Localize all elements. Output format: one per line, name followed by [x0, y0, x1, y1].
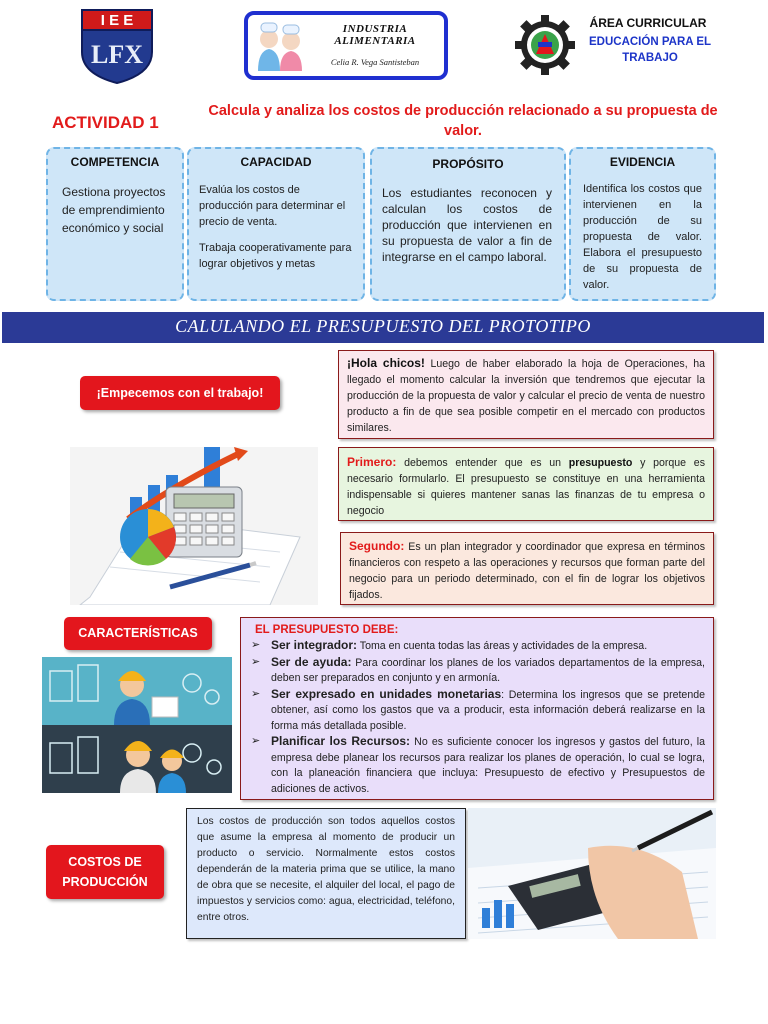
card-heading: CAPACIDAD [240, 155, 312, 169]
card-competencia [46, 147, 184, 301]
budget-heading: EL PRESUPUESTO DEBE: [255, 624, 399, 636]
gear-logo-icon [514, 14, 576, 76]
intro-text: Luego de haber elaborado la hoja de Operaciones, ha llegado el momento calcular la inversión que tendremos que ejecutar la producción de la propuesta de valor y calcular el precio de venta de nuestro producto a fin de que sea posible competir en el mercado con productos similares. [347, 358, 705, 434]
list-item [249, 655, 705, 687]
card-body: Identifica los costos que intervienen en la producción de su propuesta de valor. Elabora el presupuesto de su propuesta de valor. [583, 183, 702, 291]
first-keyword: presupuesto [568, 457, 633, 469]
school-banner [244, 11, 448, 80]
greeting: ¡Hola chicos! [347, 356, 425, 370]
finance-calculator-illustration [70, 447, 318, 605]
chefs-illustration-icon [252, 19, 308, 73]
card-heading: EVIDENCIA [609, 155, 676, 169]
svg-text:I E E: I E E [100, 12, 134, 29]
item-text: No es suficiente conocer los ingresos y gastos del futuro, la empresa debe planear los recursos para realizar los planes de operación, lo cual se logra, con la planeación financiera que incluya: Presupuesto de efectivo y Presupuestos de adiciones de activos. [271, 736, 705, 795]
item-text: Toma en cuenta todas las áreas y actividades de la empresa. [357, 640, 648, 652]
activity-description: Calcula y analiza los costos de producción relacionado a su propuesta de valor. [208, 103, 718, 139]
banner-title: CALULANDO EL PRESUPUESTO DEL PROTOTIPO [175, 316, 591, 336]
card-body: Los estudiantes reconocen y calculan los costos de producción que intervienen en su propuesta de valor a fin de integrarse en el campo laboral. [382, 186, 552, 264]
card-body: Gestiona proyectos de emprendimiento económico y social [62, 185, 166, 235]
costs-button[interactable]: COSTOS DE PRODUCCIÓN [46, 845, 164, 899]
second-box [340, 532, 714, 605]
first-label: Primero: [347, 455, 397, 469]
area-title: ÁREA CURRICULAR [589, 16, 707, 30]
card-heading: COMPETENCIA [70, 155, 160, 169]
first-text-b: y porque es necesario formularlo. El presupuesto se constituye en una herramienta indispensable si quieres mantener sanas las finanzas de tu empresa o negocio [347, 457, 705, 517]
list-item [249, 638, 705, 655]
card-body: Trabaja cooperativamente para lograr objetivos y metas [199, 242, 352, 270]
budget-box [240, 617, 714, 800]
calculator-photo [468, 808, 716, 939]
list-item [249, 687, 705, 735]
card-evidencia [569, 147, 716, 301]
intro-box [338, 350, 714, 439]
card-capacidad [187, 147, 365, 301]
costs-text: Los costos de producción son todos aquellos costos que asume la empresa al momento de producir un producto o servicio. Normalmente estos costos dependerán de la materia prima que se utilice, la mano de obra que se necesite, el alquiler del local, el pago de impuestos y servicios como: agua, electricidad, teléfono, entre otros. [197, 816, 455, 923]
first-box [338, 447, 714, 521]
item-text: Para coordinar los planes de los variados departamentos de la empresa, deben ser preparados en conjunto y en armonía. [271, 656, 705, 684]
item-label: Ser de ayuda: [271, 654, 352, 669]
item-label: Ser integrador: [271, 638, 358, 652]
teacher-name: Celia R. Vega Santisteban [330, 57, 420, 67]
first-text-a: debemos entender que es un [396, 457, 569, 469]
second-text: Es un plan integrador y coordinador que expresa en términos financieros con respeto a las operaciones y recursos que forman parte del negocio para un periodo determinado, con el fin de lograr los objetivos fijados. [349, 541, 705, 601]
area-subject: EDUCACIÓN PARA EL TRABAJO [588, 36, 712, 64]
item-label: Planificar los Recursos: [271, 734, 411, 748]
item-label: Ser expresado en unidades monetarias [271, 686, 502, 701]
svg-text:LFX: LFX [91, 40, 143, 69]
school-crest-logo [78, 8, 156, 84]
card-proposito [370, 147, 566, 301]
start-button[interactable]: ¡Empecemos con el trabajo! [80, 376, 280, 410]
characteristics-button[interactable]: CARACTERÍSTICAS [64, 617, 212, 650]
costs-box [186, 808, 466, 939]
activity-title: ACTIVIDAD 1 [52, 113, 159, 132]
card-body: Evalúa los costos de producción para determinar el precio de venta. [199, 184, 346, 228]
teamwork-illustration [42, 657, 232, 793]
list-item [249, 734, 705, 797]
section-banner [2, 312, 764, 343]
school-title: INDUSTRIA ALIMENTARIA [334, 23, 416, 47]
item-text: : Determina los ingresos que se pretende obtener, así como los gastos que va a producir, esta información deberá realizarse en la forma más detallada posible. [271, 688, 705, 732]
second-label: Segundo: [349, 539, 405, 553]
card-heading: PROPÓSITO [432, 157, 504, 171]
